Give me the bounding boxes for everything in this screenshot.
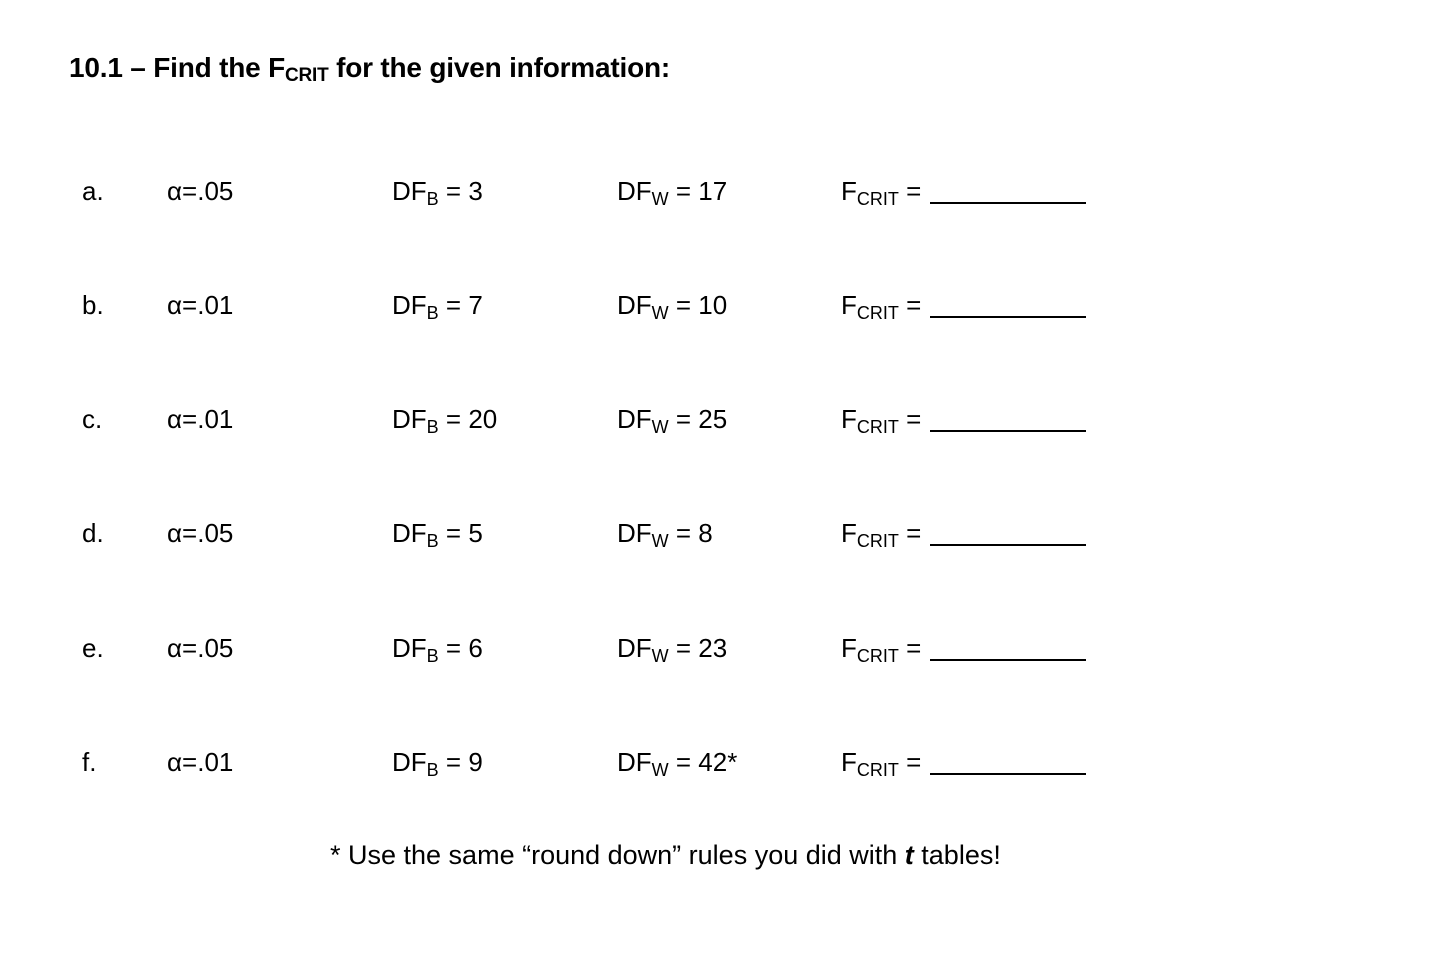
dfb-value: = 7 bbox=[438, 290, 483, 320]
dfw-subscript: W bbox=[651, 531, 669, 551]
problem-row-b bbox=[0, 285, 1436, 325]
fcrit-equals: = bbox=[898, 633, 922, 663]
dfw-prefix: DF bbox=[617, 404, 652, 434]
alpha-value: α=.05 bbox=[167, 176, 234, 206]
footnote-emphasis: t bbox=[904, 840, 914, 870]
alpha-value: α=.01 bbox=[167, 404, 234, 434]
fcrit-equals: = bbox=[898, 176, 922, 206]
df-within bbox=[617, 171, 727, 219]
answer-blank[interactable] bbox=[930, 177, 1086, 204]
dfb-value: = 9 bbox=[438, 747, 483, 777]
fcrit-answer bbox=[841, 742, 1086, 790]
df-between bbox=[392, 285, 483, 333]
answer-blank[interactable] bbox=[930, 634, 1086, 661]
dfw-prefix: DF bbox=[617, 747, 652, 777]
dfb-prefix: DF bbox=[392, 747, 427, 777]
alpha-value: α=.05 bbox=[167, 518, 234, 548]
problem-row-a bbox=[0, 171, 1436, 211]
dfb-subscript: B bbox=[426, 760, 439, 780]
problem-row-c bbox=[0, 399, 1436, 439]
dfw-value: = 8 bbox=[668, 518, 713, 548]
fcrit-prefix: F bbox=[841, 518, 857, 548]
title-prefix: 10.1 – Find the F bbox=[69, 52, 285, 83]
dfw-value: = 42* bbox=[668, 747, 738, 777]
fcrit-subscript: CRIT bbox=[856, 531, 899, 551]
df-within bbox=[617, 285, 727, 333]
footnote-before: * Use the same “round down” rules you did with bbox=[330, 840, 905, 870]
dfb-value: = 5 bbox=[438, 518, 483, 548]
fcrit-answer bbox=[841, 513, 1086, 561]
dfb-prefix: DF bbox=[392, 404, 427, 434]
problem-letter: a. bbox=[82, 176, 104, 206]
problem-letter: d. bbox=[82, 518, 104, 548]
answer-blank[interactable] bbox=[930, 748, 1086, 775]
df-between bbox=[392, 742, 483, 790]
footnote-after: tables! bbox=[913, 840, 1001, 870]
fcrit-answer bbox=[841, 171, 1086, 219]
problem-letter: e. bbox=[82, 633, 104, 663]
dfw-value: = 17 bbox=[668, 176, 728, 206]
dfw-subscript: W bbox=[651, 646, 669, 666]
dfb-subscript: B bbox=[426, 189, 439, 209]
dfw-value: = 25 bbox=[668, 404, 728, 434]
fcrit-prefix: F bbox=[841, 176, 857, 206]
problem-row-d bbox=[0, 513, 1436, 553]
dfw-prefix: DF bbox=[617, 633, 652, 663]
fcrit-answer bbox=[841, 285, 1086, 333]
alpha-value: α=.05 bbox=[167, 633, 234, 663]
df-between bbox=[392, 171, 483, 219]
dfb-prefix: DF bbox=[392, 290, 427, 320]
dfw-prefix: DF bbox=[617, 290, 652, 320]
dfw-prefix: DF bbox=[617, 176, 652, 206]
dfw-prefix: DF bbox=[617, 518, 652, 548]
df-within bbox=[617, 628, 727, 676]
dfw-subscript: W bbox=[651, 303, 669, 323]
fcrit-subscript: CRIT bbox=[856, 760, 899, 780]
df-within bbox=[617, 742, 737, 790]
fcrit-answer bbox=[841, 628, 1086, 676]
answer-blank[interactable] bbox=[930, 405, 1086, 432]
fcrit-prefix: F bbox=[841, 404, 857, 434]
footnote bbox=[330, 840, 1001, 871]
fcrit-equals: = bbox=[898, 518, 922, 548]
answer-blank[interactable] bbox=[930, 291, 1086, 318]
dfw-subscript: W bbox=[651, 760, 669, 780]
dfb-subscript: B bbox=[426, 531, 439, 551]
df-between bbox=[392, 399, 497, 447]
problem-letter: b. bbox=[82, 290, 104, 320]
dfb-subscript: B bbox=[426, 303, 439, 323]
dfb-subscript: B bbox=[426, 646, 439, 666]
dfb-value: = 20 bbox=[438, 404, 498, 434]
dfb-subscript: B bbox=[426, 417, 439, 437]
dfb-value: = 6 bbox=[438, 633, 483, 663]
problem-letter: f. bbox=[82, 747, 97, 777]
fcrit-prefix: F bbox=[841, 747, 857, 777]
fcrit-prefix: F bbox=[841, 290, 857, 320]
alpha-value: α=.01 bbox=[167, 747, 234, 777]
fcrit-equals: = bbox=[898, 747, 922, 777]
dfw-value: = 10 bbox=[668, 290, 728, 320]
problem-row-f bbox=[0, 742, 1436, 782]
fcrit-equals: = bbox=[898, 290, 922, 320]
title-suffix: for the given information: bbox=[328, 52, 670, 83]
alpha-value: α=.01 bbox=[167, 290, 234, 320]
problem-row-e bbox=[0, 628, 1436, 668]
dfb-value: = 3 bbox=[438, 176, 483, 206]
dfb-prefix: DF bbox=[392, 633, 427, 663]
dfw-value: = 23 bbox=[668, 633, 728, 663]
fcrit-subscript: CRIT bbox=[856, 189, 899, 209]
dfb-prefix: DF bbox=[392, 176, 427, 206]
dfw-subscript: W bbox=[651, 189, 669, 209]
dfb-prefix: DF bbox=[392, 518, 427, 548]
title-subscript: CRIT bbox=[284, 65, 329, 86]
fcrit-subscript: CRIT bbox=[856, 303, 899, 323]
fcrit-subscript: CRIT bbox=[856, 417, 899, 437]
df-between bbox=[392, 513, 483, 561]
dfw-subscript: W bbox=[651, 417, 669, 437]
df-within bbox=[617, 513, 713, 561]
df-between bbox=[392, 628, 483, 676]
fcrit-equals: = bbox=[898, 404, 922, 434]
fcrit-answer bbox=[841, 399, 1086, 447]
fcrit-prefix: F bbox=[841, 633, 857, 663]
fcrit-subscript: CRIT bbox=[856, 646, 899, 666]
problem-letter: c. bbox=[82, 404, 103, 434]
df-within bbox=[617, 399, 727, 447]
page-title bbox=[69, 52, 670, 87]
answer-blank[interactable] bbox=[930, 519, 1086, 546]
